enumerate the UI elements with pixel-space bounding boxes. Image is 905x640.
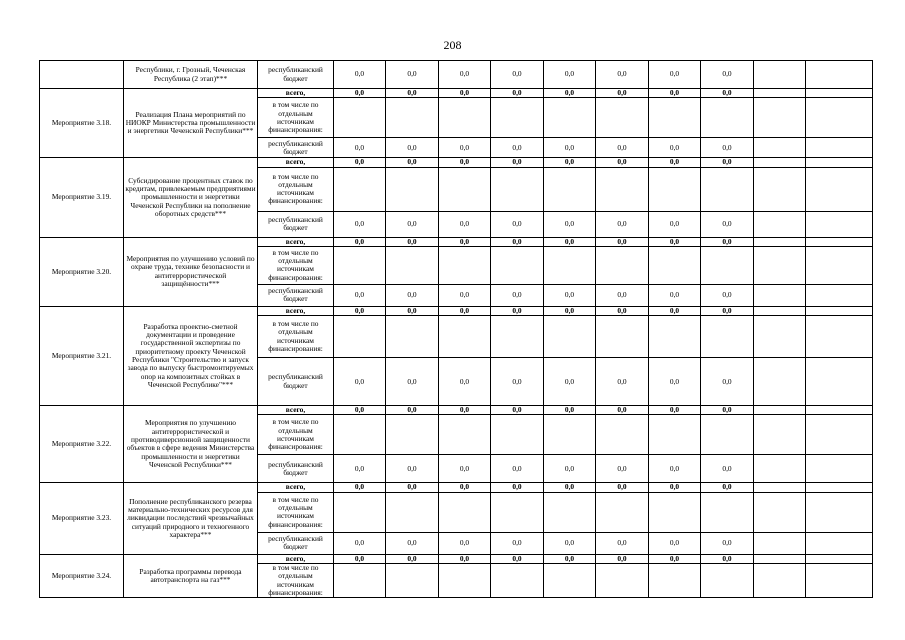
value-cell: 0,0: [649, 406, 701, 415]
value-cell: [701, 246, 754, 284]
table-row: [40, 306, 873, 315]
value-cell: 0,0: [649, 455, 701, 483]
value-cell: 0,0: [439, 284, 491, 306]
value-cell: 0,0: [491, 306, 544, 315]
empty-cell: [754, 61, 806, 89]
value-cell: [701, 316, 754, 358]
event-description: Разработка программы перевода автотранспорта на газ***: [124, 554, 258, 597]
value-cell: 0,0: [491, 237, 544, 246]
value-cell: 0,0: [386, 138, 439, 158]
table-row: [40, 89, 873, 98]
value-cell: 0,0: [596, 455, 649, 483]
value-cell: 0,0: [439, 138, 491, 158]
value-cell: 0,0: [334, 483, 386, 492]
empty-cell: [806, 284, 873, 306]
value-cell: 0,0: [334, 455, 386, 483]
value-cell: 0,0: [649, 237, 701, 246]
empty-cell: [754, 483, 806, 492]
empty-cell: [754, 532, 806, 554]
source-republic-budget: республиканский бюджет: [258, 211, 334, 237]
value-cell: 0,0: [334, 284, 386, 306]
empty-cell: [806, 246, 873, 284]
value-cell: [544, 316, 596, 358]
empty-cell: [754, 246, 806, 284]
table-row: [40, 61, 873, 89]
value-cell: 0,0: [649, 554, 701, 563]
event-description: Реализация Плана мероприятий по НИОКР Министерства промышленности и энергетики Чеченской Республики***: [124, 89, 258, 158]
value-cell: [649, 316, 701, 358]
event-id: Мероприятие 3.22.: [40, 406, 124, 483]
value-cell: 0,0: [596, 61, 649, 89]
empty-cell: [806, 158, 873, 167]
value-cell: 0,0: [544, 358, 596, 406]
value-cell: [334, 98, 386, 138]
value-cell: 0,0: [701, 211, 754, 237]
source-republic-budget: республиканский бюджет: [258, 61, 334, 89]
value-cell: [544, 167, 596, 211]
value-cell: 0,0: [544, 554, 596, 563]
empty-cell: [806, 455, 873, 483]
value-cell: 0,0: [439, 237, 491, 246]
event-description: Пополнение республиканского резерва материально-технических ресурсов для ликвидации последствий чрезвычайных ситуаций природного и техногенного характера***: [124, 483, 258, 554]
value-cell: 0,0: [334, 138, 386, 158]
value-cell: [649, 415, 701, 455]
value-cell: 0,0: [701, 89, 754, 98]
value-cell: [649, 167, 701, 211]
source-total: всего,: [258, 483, 334, 492]
value-cell: [491, 246, 544, 284]
value-cell: 0,0: [491, 61, 544, 89]
empty-cell: [754, 316, 806, 358]
empty-cell: [806, 358, 873, 406]
value-cell: 0,0: [439, 158, 491, 167]
value-cell: 0,0: [701, 306, 754, 315]
value-cell: 0,0: [544, 237, 596, 246]
value-cell: 0,0: [544, 455, 596, 483]
value-cell: 0,0: [596, 211, 649, 237]
value-cell: 0,0: [334, 358, 386, 406]
source-republic-budget: республиканский бюджет: [258, 358, 334, 406]
value-cell: [386, 167, 439, 211]
value-cell: 0,0: [649, 89, 701, 98]
value-cell: [439, 415, 491, 455]
value-cell: [491, 167, 544, 211]
value-cell: [596, 492, 649, 532]
value-cell: 0,0: [596, 284, 649, 306]
empty-cell: [806, 316, 873, 358]
event-id: Мероприятие 3.23.: [40, 483, 124, 554]
value-cell: 0,0: [649, 358, 701, 406]
value-cell: 0,0: [439, 61, 491, 89]
value-cell: 0,0: [439, 306, 491, 315]
value-cell: [334, 415, 386, 455]
empty-cell: [806, 415, 873, 455]
event-description: Мероприятия по улучшению условий по охране труда, технике безопасности и антитеррористической защищённости***: [124, 237, 258, 306]
value-cell: [439, 564, 491, 598]
value-cell: [596, 98, 649, 138]
empty-cell: [806, 237, 873, 246]
value-cell: 0,0: [596, 306, 649, 315]
value-cell: 0,0: [596, 138, 649, 158]
value-cell: [701, 415, 754, 455]
value-cell: [386, 564, 439, 598]
value-cell: [701, 98, 754, 138]
value-cell: 0,0: [649, 138, 701, 158]
value-cell: 0,0: [334, 237, 386, 246]
table-row: [40, 406, 873, 415]
value-cell: [386, 316, 439, 358]
value-cell: [491, 98, 544, 138]
value-cell: 0,0: [701, 284, 754, 306]
value-cell: [439, 167, 491, 211]
value-cell: 0,0: [334, 306, 386, 315]
value-cell: 0,0: [649, 284, 701, 306]
value-cell: 0,0: [491, 358, 544, 406]
value-cell: 0,0: [491, 455, 544, 483]
value-cell: 0,0: [544, 158, 596, 167]
value-cell: 0,0: [596, 554, 649, 563]
value-cell: 0,0: [439, 89, 491, 98]
value-cell: 0,0: [491, 211, 544, 237]
value-cell: 0,0: [491, 284, 544, 306]
value-cell: 0,0: [596, 89, 649, 98]
value-cell: 0,0: [334, 532, 386, 554]
value-cell: 0,0: [491, 89, 544, 98]
event-description: Мероприятия по улучшению антитеррористической и противодиверсионной защищенности объектов в сфере ведения Министерства промышленности и энергетики Чеченской Республики***: [124, 406, 258, 483]
value-cell: 0,0: [701, 483, 754, 492]
source-including: в том числе по отдельным источникам финансирования:: [258, 167, 334, 211]
value-cell: 0,0: [544, 532, 596, 554]
source-total: всего,: [258, 554, 334, 563]
value-cell: 0,0: [386, 237, 439, 246]
value-cell: 0,0: [334, 554, 386, 563]
value-cell: [386, 415, 439, 455]
value-cell: 0,0: [386, 532, 439, 554]
value-cell: 0,0: [701, 532, 754, 554]
value-cell: 0,0: [439, 554, 491, 563]
value-cell: 0,0: [334, 158, 386, 167]
source-including: в том числе по отдельным источникам финансирования:: [258, 246, 334, 284]
value-cell: 0,0: [701, 237, 754, 246]
source-republic-budget: республиканский бюджет: [258, 284, 334, 306]
source-including: в том числе по отдельным источникам финансирования:: [258, 564, 334, 598]
value-cell: [596, 564, 649, 598]
source-republic-budget: республиканский бюджет: [258, 455, 334, 483]
value-cell: 0,0: [544, 211, 596, 237]
value-cell: [701, 564, 754, 598]
event-id-cell: [40, 61, 124, 89]
value-cell: [596, 167, 649, 211]
source-republic-budget: республиканский бюджет: [258, 532, 334, 554]
empty-cell: [754, 564, 806, 598]
value-cell: [386, 492, 439, 532]
value-cell: 0,0: [701, 455, 754, 483]
value-cell: 0,0: [386, 306, 439, 315]
value-cell: [491, 492, 544, 532]
value-cell: 0,0: [491, 158, 544, 167]
empty-cell: [806, 306, 873, 315]
value-cell: [596, 316, 649, 358]
value-cell: [334, 316, 386, 358]
value-cell: [334, 167, 386, 211]
source-total: всего,: [258, 158, 334, 167]
value-cell: [544, 492, 596, 532]
empty-cell: [806, 61, 873, 89]
empty-cell: [806, 138, 873, 158]
value-cell: 0,0: [649, 532, 701, 554]
empty-cell: [806, 564, 873, 598]
value-cell: 0,0: [491, 554, 544, 563]
source-total: всего,: [258, 306, 334, 315]
value-cell: 0,0: [491, 138, 544, 158]
empty-cell: [754, 237, 806, 246]
source-total: всего,: [258, 237, 334, 246]
value-cell: [649, 564, 701, 598]
event-id: Мероприятие 3.21.: [40, 306, 124, 405]
value-cell: 0,0: [439, 483, 491, 492]
empty-cell: [754, 492, 806, 532]
value-cell: 0,0: [544, 483, 596, 492]
value-cell: 0,0: [544, 138, 596, 158]
value-cell: [491, 316, 544, 358]
empty-cell: [754, 415, 806, 455]
value-cell: [544, 415, 596, 455]
value-cell: [334, 564, 386, 598]
value-cell: 0,0: [596, 532, 649, 554]
source-including: в том числе по отдельным источникам финансирования:: [258, 316, 334, 358]
page-number: 208: [443, 38, 462, 52]
empty-cell: [806, 211, 873, 237]
value-cell: 0,0: [701, 554, 754, 563]
empty-cell: [806, 554, 873, 563]
empty-cell: [806, 167, 873, 211]
value-cell: 0,0: [386, 483, 439, 492]
event-id: Мероприятие 3.20.: [40, 237, 124, 306]
empty-cell: [754, 455, 806, 483]
event-description: Разработка проектно-сметной документации и проведение государственной экспертизы по приоритетному проекту Чеченской Республики "Строительство и запуск завода по выпуску быстромонтируемых опор на композитных стойках в Чеченской Республике"***: [124, 306, 258, 405]
event-description: Субсидирование процентных ставок по кредитам, привлекаемым предприятиями промышленности и энергетики Чеченской Республики на пополнение оборотных средств***: [124, 158, 258, 237]
value-cell: 0,0: [544, 89, 596, 98]
value-cell: 0,0: [649, 61, 701, 89]
value-cell: [544, 98, 596, 138]
value-cell: [596, 415, 649, 455]
empty-cell: [754, 406, 806, 415]
empty-cell: [754, 306, 806, 315]
empty-cell: [754, 167, 806, 211]
value-cell: 0,0: [439, 455, 491, 483]
value-cell: 0,0: [491, 532, 544, 554]
empty-cell: [754, 138, 806, 158]
value-cell: [334, 246, 386, 284]
value-cell: [386, 98, 439, 138]
source-including: в том числе по отдельным источникам финансирования:: [258, 492, 334, 532]
value-cell: 0,0: [491, 483, 544, 492]
source-total: всего,: [258, 89, 334, 98]
value-cell: 0,0: [596, 358, 649, 406]
empty-cell: [806, 406, 873, 415]
source-total: всего,: [258, 406, 334, 415]
source-republic-budget: республиканский бюджет: [258, 138, 334, 158]
value-cell: 0,0: [701, 358, 754, 406]
value-cell: [701, 492, 754, 532]
value-cell: 0,0: [544, 61, 596, 89]
empty-cell: [754, 98, 806, 138]
empty-cell: [754, 211, 806, 237]
value-cell: 0,0: [544, 284, 596, 306]
event-description: Республики, г. Грозный, Чеченская Республика (2 этап)***: [124, 61, 258, 89]
value-cell: [491, 564, 544, 598]
value-cell: [649, 492, 701, 532]
value-cell: 0,0: [439, 211, 491, 237]
value-cell: 0,0: [386, 554, 439, 563]
value-cell: [649, 246, 701, 284]
value-cell: 0,0: [334, 89, 386, 98]
value-cell: 0,0: [701, 138, 754, 158]
value-cell: 0,0: [649, 158, 701, 167]
value-cell: 0,0: [701, 406, 754, 415]
value-cell: 0,0: [334, 61, 386, 89]
source-including: в том числе по отдельным источникам финансирования:: [258, 98, 334, 138]
empty-cell: [806, 483, 873, 492]
value-cell: 0,0: [544, 306, 596, 315]
empty-cell: [806, 89, 873, 98]
value-cell: 0,0: [596, 237, 649, 246]
table-row: [40, 158, 873, 167]
value-cell: 0,0: [386, 211, 439, 237]
table-row: [40, 237, 873, 246]
value-cell: [544, 246, 596, 284]
event-id: Мероприятие 3.19.: [40, 158, 124, 237]
budget-table: [39, 60, 873, 598]
value-cell: 0,0: [596, 483, 649, 492]
value-cell: [596, 246, 649, 284]
value-cell: 0,0: [386, 406, 439, 415]
event-id: Мероприятие 3.18.: [40, 89, 124, 158]
value-cell: 0,0: [649, 211, 701, 237]
value-cell: [439, 246, 491, 284]
empty-cell: [754, 554, 806, 563]
empty-cell: [754, 158, 806, 167]
empty-cell: [754, 89, 806, 98]
value-cell: [701, 167, 754, 211]
empty-cell: [754, 284, 806, 306]
value-cell: 0,0: [386, 89, 439, 98]
value-cell: 0,0: [649, 483, 701, 492]
empty-cell: [754, 358, 806, 406]
value-cell: 0,0: [386, 61, 439, 89]
value-cell: [491, 415, 544, 455]
value-cell: [334, 492, 386, 532]
value-cell: [649, 98, 701, 138]
value-cell: [439, 492, 491, 532]
empty-cell: [806, 532, 873, 554]
value-cell: 0,0: [701, 158, 754, 167]
value-cell: [439, 316, 491, 358]
value-cell: 0,0: [386, 455, 439, 483]
source-including: в том числе по отдельным источникам финансирования:: [258, 415, 334, 455]
value-cell: 0,0: [439, 532, 491, 554]
value-cell: 0,0: [649, 306, 701, 315]
value-cell: 0,0: [386, 158, 439, 167]
value-cell: 0,0: [701, 61, 754, 89]
table-row: [40, 483, 873, 492]
value-cell: 0,0: [386, 358, 439, 406]
value-cell: [386, 246, 439, 284]
value-cell: 0,0: [439, 406, 491, 415]
empty-cell: [806, 98, 873, 138]
event-id: Мероприятие 3.24.: [40, 554, 124, 597]
value-cell: 0,0: [334, 406, 386, 415]
value-cell: 0,0: [334, 211, 386, 237]
value-cell: 0,0: [544, 406, 596, 415]
value-cell: 0,0: [386, 284, 439, 306]
value-cell: [439, 98, 491, 138]
value-cell: 0,0: [491, 406, 544, 415]
value-cell: 0,0: [596, 158, 649, 167]
empty-cell: [806, 492, 873, 532]
value-cell: 0,0: [596, 406, 649, 415]
table-row: [40, 554, 873, 563]
value-cell: 0,0: [439, 358, 491, 406]
value-cell: [544, 564, 596, 598]
